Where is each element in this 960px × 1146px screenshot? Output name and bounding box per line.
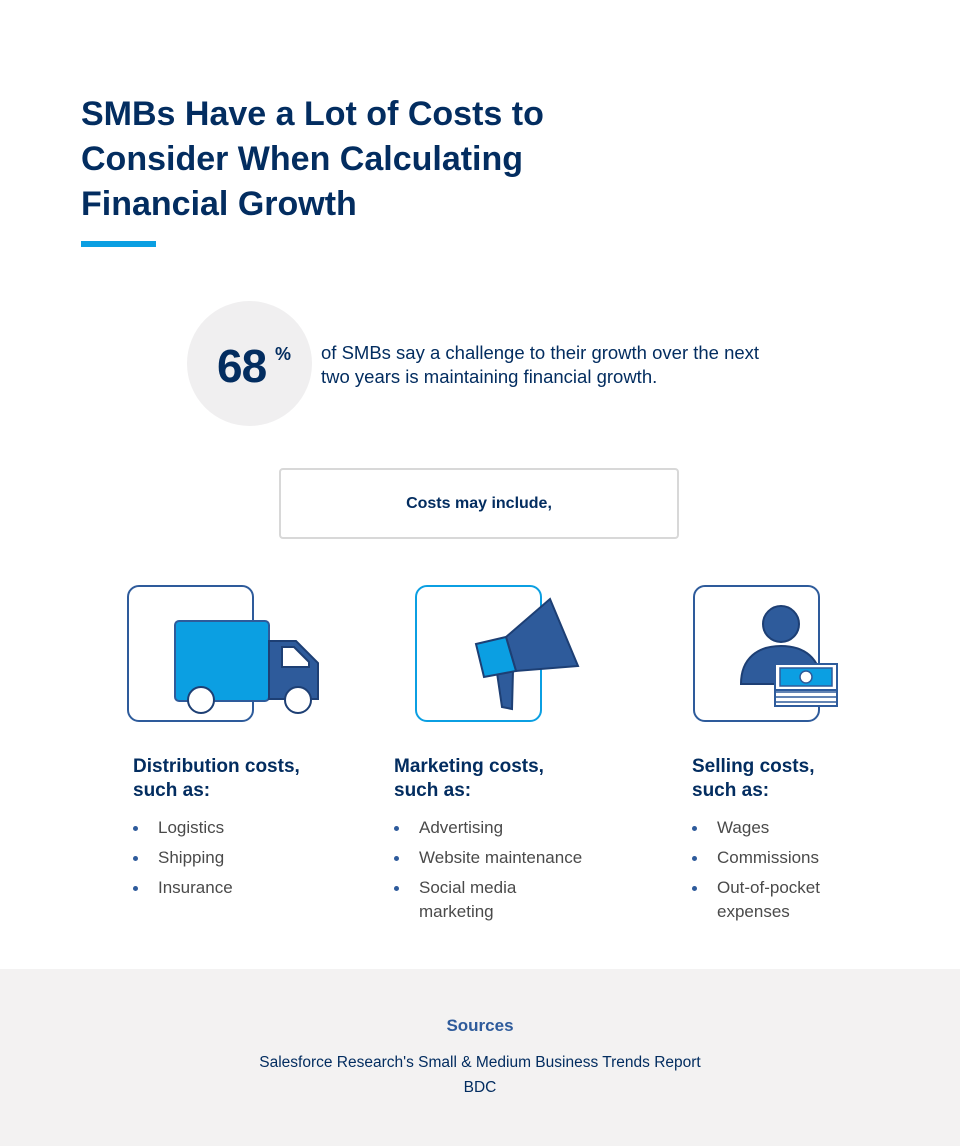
list-item: Shipping: [133, 846, 333, 870]
title-accent-bar: [81, 241, 156, 247]
person-with-money-icon: [738, 602, 840, 710]
stat-number: 68: [217, 340, 267, 392]
list-item: Website maintenance: [394, 846, 634, 870]
marketing-heading: Marketing costs, such as:: [394, 756, 544, 801]
list-item: Social media marketing: [394, 876, 534, 924]
selling-list: [692, 816, 862, 930]
marketing-list: [394, 816, 634, 930]
list-item: Wages: [692, 816, 862, 840]
selling-heading: Selling costs, such as:: [692, 756, 815, 801]
list-item: Out-of-pocket expenses: [692, 876, 837, 924]
distribution-heading: Distribution costs, such as:: [133, 756, 300, 801]
costs-include-box: [279, 468, 679, 539]
megaphone-icon: [470, 595, 585, 713]
page-title: SMBs Have a Lot of Costs to Consider When Calculating Financial Growth: [81, 95, 544, 223]
list-item: Logistics: [133, 816, 333, 840]
list-item: Advertising: [394, 816, 634, 840]
list-item: Commissions: [692, 846, 862, 870]
sources-title: Sources: [446, 1016, 514, 1035]
source-item: BDC: [463, 1079, 497, 1096]
distribution-list: [133, 816, 333, 906]
source-item: Salesforce Research's Small & Medium Business Trends Report: [259, 1054, 701, 1071]
stat-unit: %: [275, 344, 292, 364]
costs-include-label: Costs may include,: [406, 494, 552, 512]
stat-description: of SMBs say a challenge to their growth over the next two years is maintaining financial growth.: [321, 342, 760, 387]
delivery-truck-icon: [170, 615, 322, 715]
list-item: Insurance: [133, 876, 333, 900]
